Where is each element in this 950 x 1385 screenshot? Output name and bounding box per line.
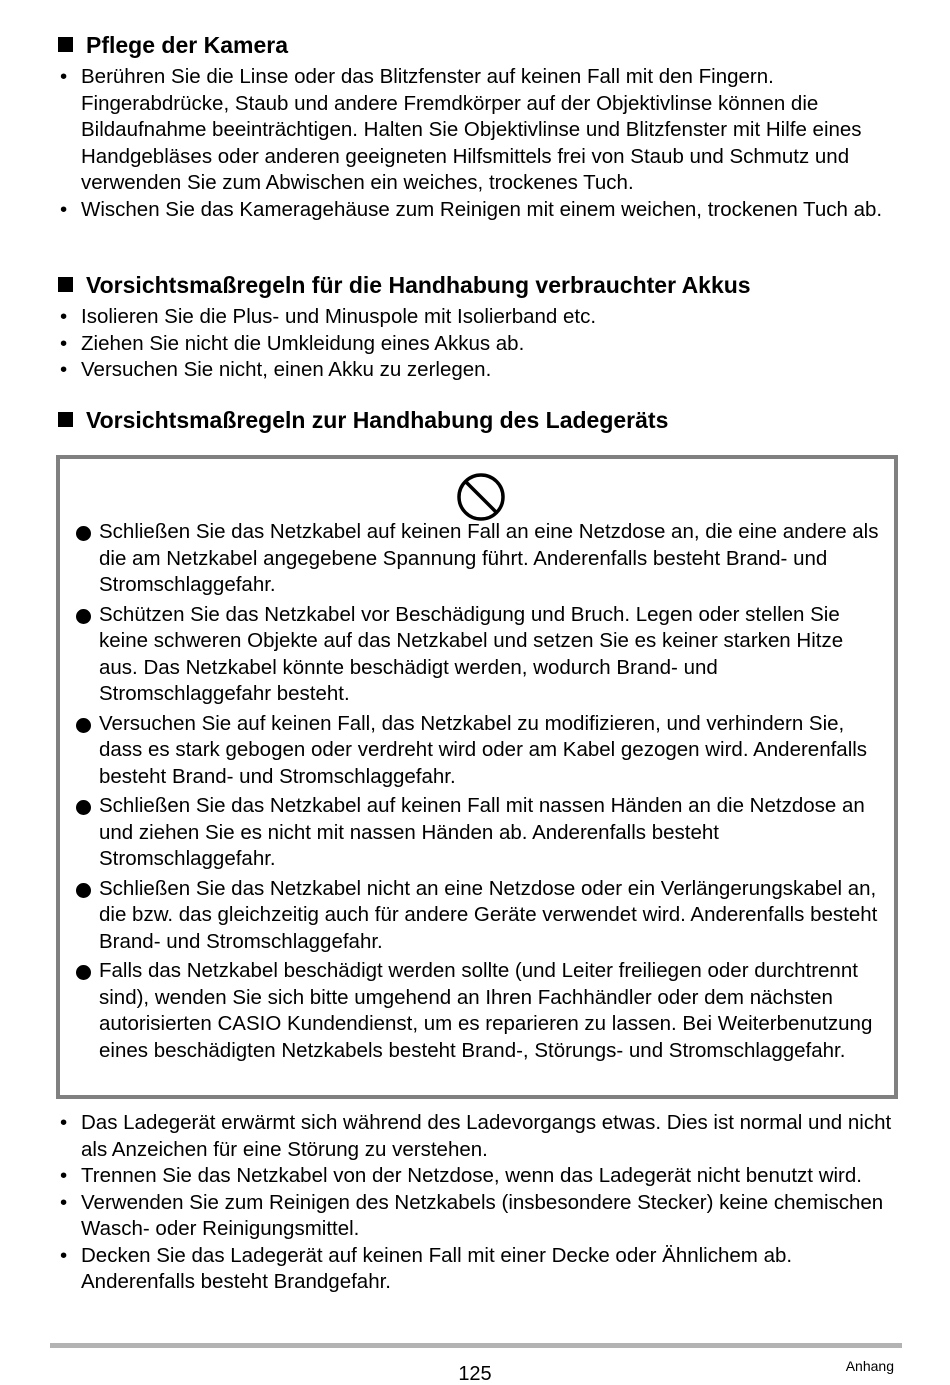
list-item xyxy=(58,1190,898,1243)
filled-circle-bullet-icon xyxy=(76,965,91,980)
filled-circle-bullet-icon xyxy=(76,883,91,898)
prohibition-icon xyxy=(455,471,507,523)
warning-item-text: Schließen Sie das Netzkabel auf keinen Fall an eine Netzdose an, die eine andere als die am Netzkabel angegebene Spannung führt. Anderenfalls besteht Brand- und Stromschlaggefahr. xyxy=(99,520,879,596)
list-item-text: Verwenden Sie zum Reinigen des Netzkabels (insbesondere Stecker) keine chemischen Wasch- oder Reinigungsmittel. xyxy=(81,1190,884,1240)
filled-circle-bullet-icon xyxy=(76,718,91,733)
footer-section-label: Anhang xyxy=(845,1358,894,1374)
warning-item xyxy=(74,711,886,791)
warning-item-text: Schützen Sie das Netzkabel vor Beschädigung und Bruch. Legen oder stellen Sie keine schweren Objekte auf das Netzkabel und setzen Sie es keiner starken Hitze aus. Das Netzkabel könnte beschädigt werden, wodurch Brand- und Stromschlaggefahr besteht. xyxy=(99,602,844,705)
filled-circle-bullet-icon xyxy=(76,800,91,815)
bullet-icon: • xyxy=(60,1190,68,1214)
warning-item-text: Falls das Netzkabel beschädigt werden sollte (und Leiter freiliegen oder durchtrennt sind), wenden Sie sich bitte umgehend an Ihren Fachhändler oder dem nächsten autorisierten CASIO Kundendienst, um es reparieren zu lassen. Bei Weiterbenutzung eines beschädigten Netzkabels besteht Brand-, Störungs- und Stromschlaggefahr. xyxy=(99,959,873,1062)
list-item xyxy=(58,331,898,358)
section-heading-used-batteries xyxy=(58,271,751,299)
list-item xyxy=(58,304,898,331)
list-item-text: Trennen Sie das Netzkabel von der Netzdose, wenn das Ladegerät nicht benutzt wird. xyxy=(81,1164,862,1187)
page-number: 125 xyxy=(458,1363,492,1385)
bullet-icon: • xyxy=(60,197,68,221)
list-item xyxy=(58,1243,898,1296)
list-item xyxy=(58,1163,898,1190)
square-bullet-icon xyxy=(58,37,73,52)
bullet-icon: • xyxy=(60,1111,68,1134)
filled-circle-bullet-icon xyxy=(76,526,91,541)
list-item-text: Isolieren Sie die Plus- und Minuspole mit Isolierband etc. xyxy=(81,305,597,328)
section-heading-text: Pflege der Kamera xyxy=(86,32,288,58)
list-item-text: Ziehen Sie nicht die Umkleidung eines Akkus ab. xyxy=(81,331,525,355)
bullet-icon: • xyxy=(60,65,68,88)
warning-item xyxy=(74,876,886,956)
warning-item-text: Schließen Sie das Netzkabel auf keinen Fall mit nassen Händen an die Netzdose an und ziehen Sie es nicht mit nassen Händen ab. Anderenfalls besteht Stromschlaggefahr. xyxy=(99,794,865,870)
list-item xyxy=(58,1110,898,1163)
section-heading-text: Vorsichtsmaßregeln zur Handhabung des Ladegeräts xyxy=(86,407,669,433)
battery-list xyxy=(58,304,898,384)
list-item-text: Das Ladegerät erwärmt sich während des Ladevorgangs etwas. Dies ist normal und nicht als Anzeichen für eine Störung zu verstehen. xyxy=(81,1111,892,1161)
warning-box xyxy=(56,455,898,1099)
list-item xyxy=(58,197,898,224)
care-list xyxy=(58,64,898,223)
warning-item xyxy=(74,602,886,708)
filled-circle-bullet-icon xyxy=(76,609,91,624)
warning-list xyxy=(74,519,886,1067)
bullet-icon: • xyxy=(60,1243,68,1267)
list-item-text: Decken Sie das Ladegerät auf keinen Fall mit einer Decke oder Ähnlichem ab. Anderenfalls besteht Brandgefahr. xyxy=(81,1243,793,1293)
warning-item xyxy=(74,519,886,599)
list-item xyxy=(58,64,898,197)
bullet-icon: • xyxy=(60,331,68,355)
section-heading-care xyxy=(58,31,288,59)
bullet-icon: • xyxy=(60,305,68,328)
square-bullet-icon xyxy=(58,277,73,292)
list-item-text: Berühren Sie die Linse oder das Blitzfenster auf keinen Fall mit den Fingern. Fingerabdrücke, Staub und andere Fremdkörper auf der Objektivlinse können die Bildaufnahme beeinträchtigen. Halten Sie Objektivlinse und Blitzfenster mit Hilfe eines Handgebläses oder anderen geeigneten Hilfsmittels frei von Staub und Schmutz und verwenden Sie zum Abwischen ein weiches, trockenes Tuch. xyxy=(81,65,862,194)
warning-item xyxy=(74,793,886,873)
warning-item-text: Versuchen Sie auf keinen Fall, das Netzkabel zu modifizieren, und verhindern Sie, dass es stark gebogen oder verdreht wird oder am Kabel gezogen wird. Anderenfalls besteht Brand- und Stromschlaggefahr. xyxy=(99,711,868,788)
section-heading-text: Vorsichtsmaßregeln für die Handhabung verbrauchter Akkus xyxy=(86,272,751,298)
section-heading-charger xyxy=(58,406,668,434)
footer-divider xyxy=(50,1343,902,1348)
charger-notes-list xyxy=(58,1110,898,1296)
warning-item xyxy=(74,958,886,1064)
bullet-icon: • xyxy=(60,1164,68,1187)
list-item xyxy=(58,357,898,384)
list-item-text: Versuchen Sie nicht, einen Akku zu zerlegen. xyxy=(81,358,492,381)
warning-item-text: Schließen Sie das Netzkabel nicht an eine Netzdose oder ein Verlängerungskabel an, die bzw. das gleichzeitig auch für andere Geräte verwendet wird. Anderenfalls besteht Brand- und Stromschlaggefahr. xyxy=(99,876,878,953)
list-item-text: Wischen Sie das Kameragehäuse zum Reinigen mit einem weichen, trockenen Tuch ab. xyxy=(81,197,883,221)
bullet-icon: • xyxy=(60,358,68,381)
square-bullet-icon xyxy=(58,412,73,427)
